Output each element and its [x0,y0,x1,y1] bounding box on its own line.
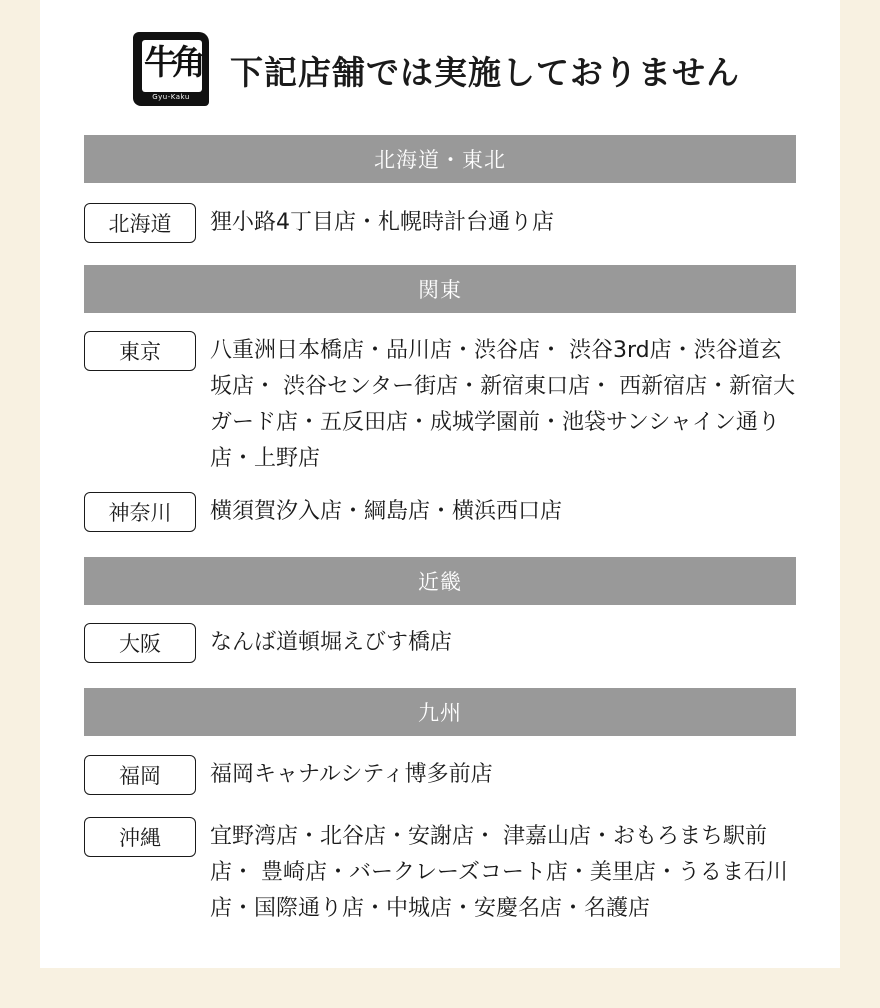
store-list: 八重洲日本橋店・品川店・渋谷店・ 渋谷3rd店・渋谷道玄坂店・ 渋谷センター街店・新宿東口店・ 西新宿店・新宿大ガード店・五反田店・成城学園前・池袋サンシャイン通り店・上野店 [210,338,796,471]
prefecture-label: 神奈川 [84,492,196,532]
prefecture-label: 沖縄 [84,817,196,857]
prefecture-row-tokyo [84,331,796,479]
logo-glyph: 牛角 [144,43,200,83]
region-header-hokkaido-tohoku: 北海道・東北 [84,135,796,183]
page-title: 下記店舗では実施しておりません [230,52,740,92]
prefecture-label: 東京 [84,331,196,371]
prefecture-row-okinawa [84,817,796,929]
header [132,30,740,110]
region-header-kanto: 関東 [84,265,796,313]
store-list: 宜野湾店・北谷店・安謝店・ 津嘉山店・おもろまち駅前店・ 豊崎店・バークレーズコート店・美里店・うるま石川店・国際通り店・中城店・安慶名店・名護店 [210,824,788,921]
logo-inner [142,40,202,92]
prefecture-row-fukuoka [84,755,796,799]
store-list: 狸小路4丁目店・札幌時計台通り店 [210,210,554,235]
prefecture-row-osaka [84,623,796,667]
region-header-kinki: 近畿 [84,557,796,605]
store-list: 横須賀汐入店・綱島店・横浜西口店 [210,499,563,524]
prefecture-row-kanagawa [84,492,796,536]
content-card [40,0,840,968]
logo-subtext: Gyu-Kaku [152,93,190,101]
prefecture-label: 福岡 [84,755,196,795]
store-list: なんば道頓堀えびす橋店 [210,630,453,655]
prefecture-row-hokkaido [84,203,796,247]
region-header-kyushu: 九州 [84,688,796,736]
gyukaku-logo [132,31,212,109]
store-list: 福岡キャナルシティ博多前店 [210,762,493,787]
prefecture-label: 北海道 [84,203,196,243]
prefecture-label: 大阪 [84,623,196,663]
